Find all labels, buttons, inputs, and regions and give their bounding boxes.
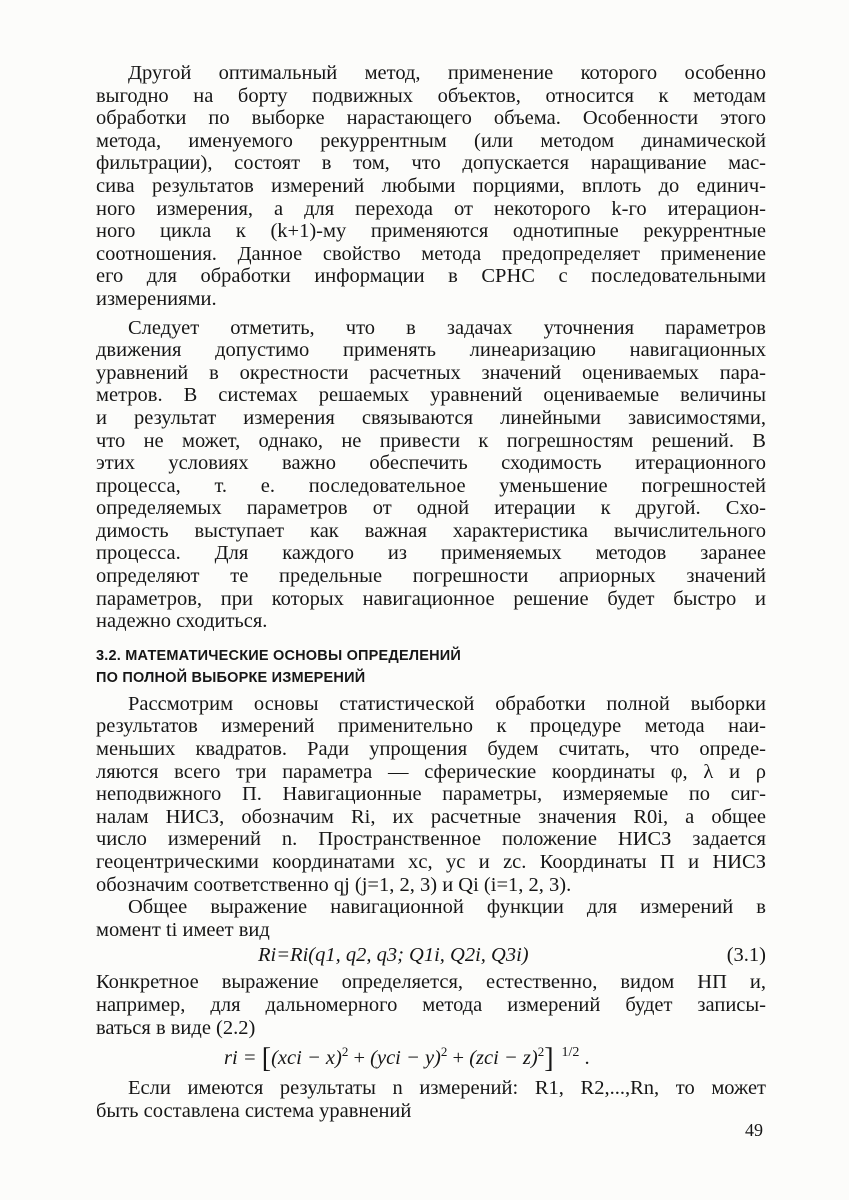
- text-line: метров. В системах решаемых уравнений оцениваемые величины: [96, 384, 766, 407]
- text-line: ного цикла к (k+1)-му применяются однотипные рекуррентные: [96, 220, 766, 243]
- paragraph-system: [96, 1077, 766, 1122]
- text-line: геоцентрическими координатами xc, yc и zc. Координаты П и НИСЗ: [96, 851, 766, 873]
- text-line: уравнений в окрестности расчетных значений оцениваемых пара-: [96, 361, 766, 384]
- formula-lhs: ri =: [224, 1047, 262, 1070]
- text-line: и результат измерения связываются линейными зависимостями,: [96, 406, 766, 429]
- formula-term: (xci − x): [271, 1047, 342, 1070]
- text-line: его для обработки информации в СРНС с последовательными: [96, 265, 766, 288]
- formula-plus: +: [348, 1047, 371, 1070]
- text-line: результатов измерений применительно к процедуре метода наи-: [96, 715, 766, 738]
- section-heading: [96, 645, 766, 689]
- text-line: процесса, т. е. последовательное уменьшение погрешностей: [96, 474, 766, 497]
- formula-number: (3.1): [726, 944, 766, 967]
- heading-line: ПО ПОЛНОЙ ВЫБОРКЕ ИЗМЕРЕНИЙ: [96, 669, 366, 686]
- text-line: что не может, однако, не привести к погрешностям решений. В: [96, 429, 766, 452]
- text-line: Следует отметить, что в задачах уточнения параметров: [128, 316, 766, 339]
- paragraph-nav-function: [96, 896, 766, 941]
- text-line: сива результатов измерений любыми порциями, вплоть до единич-: [96, 174, 766, 197]
- text-line: неподвижного П. Навигационные параметры, измеряемые по сиг-: [96, 783, 766, 806]
- text-line: параметров, при которых навигационное решение будет быстро и: [96, 587, 766, 610]
- text-line: определяют те предельные погрешности априорных значений: [96, 565, 766, 588]
- formula-expression: Ri=Ri(q1, q2, q3; Q1i, Q2i, Q3i): [258, 944, 529, 967]
- paragraph-range-method: [96, 971, 766, 1039]
- paragraph-least-squares: [96, 693, 766, 896]
- formula-exponent: 2: [341, 1044, 349, 1060]
- formula-term: (yci − y): [370, 1047, 441, 1070]
- formula-power: 1/2: [561, 1045, 580, 1061]
- formula-range-expression: [224, 1043, 590, 1075]
- formula-bracket-open: [: [261, 1043, 272, 1075]
- text-line: ляются всего три параметра — сферические координаты φ, λ и ρ: [96, 760, 766, 783]
- text-line: число измерений n. Пространственное положение НИСЗ задается: [96, 828, 766, 851]
- text-line: момент ti имеет вид: [96, 918, 270, 941]
- text-line: Общее выражение навигационной функции для измерений в: [128, 896, 766, 919]
- text-line: Конкретное выражение определяется, естественно, видом НП и,: [96, 971, 766, 994]
- text-line: например, для дальномерного метода измерений будет записы-: [96, 993, 766, 1016]
- paragraph-linearization: [96, 317, 766, 633]
- text-line: меньших квадратов. Ради упрощения будем считать, что опреде-: [96, 738, 766, 761]
- text-line: измерениями.: [96, 287, 217, 310]
- page-content: [96, 62, 766, 1122]
- formula-end: .: [579, 1047, 590, 1070]
- paragraph-recurrent-method: [96, 62, 766, 311]
- text-line: метода, именуемого рекуррентным (или методом динамической: [96, 129, 766, 152]
- text-line: выгодно на борту подвижных объектов, относится к методам: [96, 84, 766, 107]
- text-line: ваться в виде (2.2): [96, 1016, 256, 1039]
- text-line: процесса. Для каждого из применяемых методов заранее: [96, 542, 766, 565]
- formula-exponent: 2: [537, 1044, 545, 1060]
- text-line: Если имеются результаты n измерений: R1, R2,...,Rn, то может: [128, 1077, 766, 1100]
- text-line: соотношения. Данное свойство метода предопределяет применение: [96, 242, 766, 265]
- text-line: Другой оптимальный метод, применение которого особенно: [128, 62, 766, 84]
- page-number: 49: [745, 1120, 763, 1140]
- text-line: надежно сходиться.: [96, 610, 268, 633]
- formula-range: [96, 1039, 766, 1077]
- text-line: этих условиях важно обеспечить сходимость итерационного: [96, 452, 766, 475]
- text-line: ного измерения, а для перехода от некоторого k-го итерацион-: [96, 197, 766, 220]
- formula-term: (zci − z): [469, 1047, 538, 1070]
- text-line: фильтрации), состоят в том, что допускается наращивание мас-: [96, 152, 766, 175]
- formula-plus: +: [447, 1047, 470, 1070]
- formula-bracket-close: ]: [544, 1043, 554, 1075]
- heading-line: 3.2. МАТЕМАТИЧЕСКИЕ ОСНОВЫ ОПРЕДЕЛЕНИЙ: [96, 647, 461, 664]
- text-line: обозначим соответственно qj (j=1, 2, 3) и Qi (i=1, 2, 3).: [96, 873, 572, 896]
- text-line: определяемых параметров от одной итерации к другой. Схо-: [96, 497, 766, 520]
- text-line: движения допустимо применять линеаризацию навигационных: [96, 339, 766, 362]
- text-line: Рассмотрим основы статистической обработки полной выборки: [128, 692, 766, 715]
- formula-exponent: 2: [440, 1044, 448, 1060]
- text-line: димость выступает как важная характеристика вычислительного: [96, 519, 766, 542]
- formula-3-1: [96, 941, 766, 971]
- text-line: обработки по выборке нарастающего объема. Особенности этого: [96, 107, 766, 130]
- text-line: быть составлена система уравнений: [96, 1099, 412, 1122]
- text-line: налам НИСЗ, обозначим Ri, их расчетные значения R0i, а общее: [96, 805, 766, 828]
